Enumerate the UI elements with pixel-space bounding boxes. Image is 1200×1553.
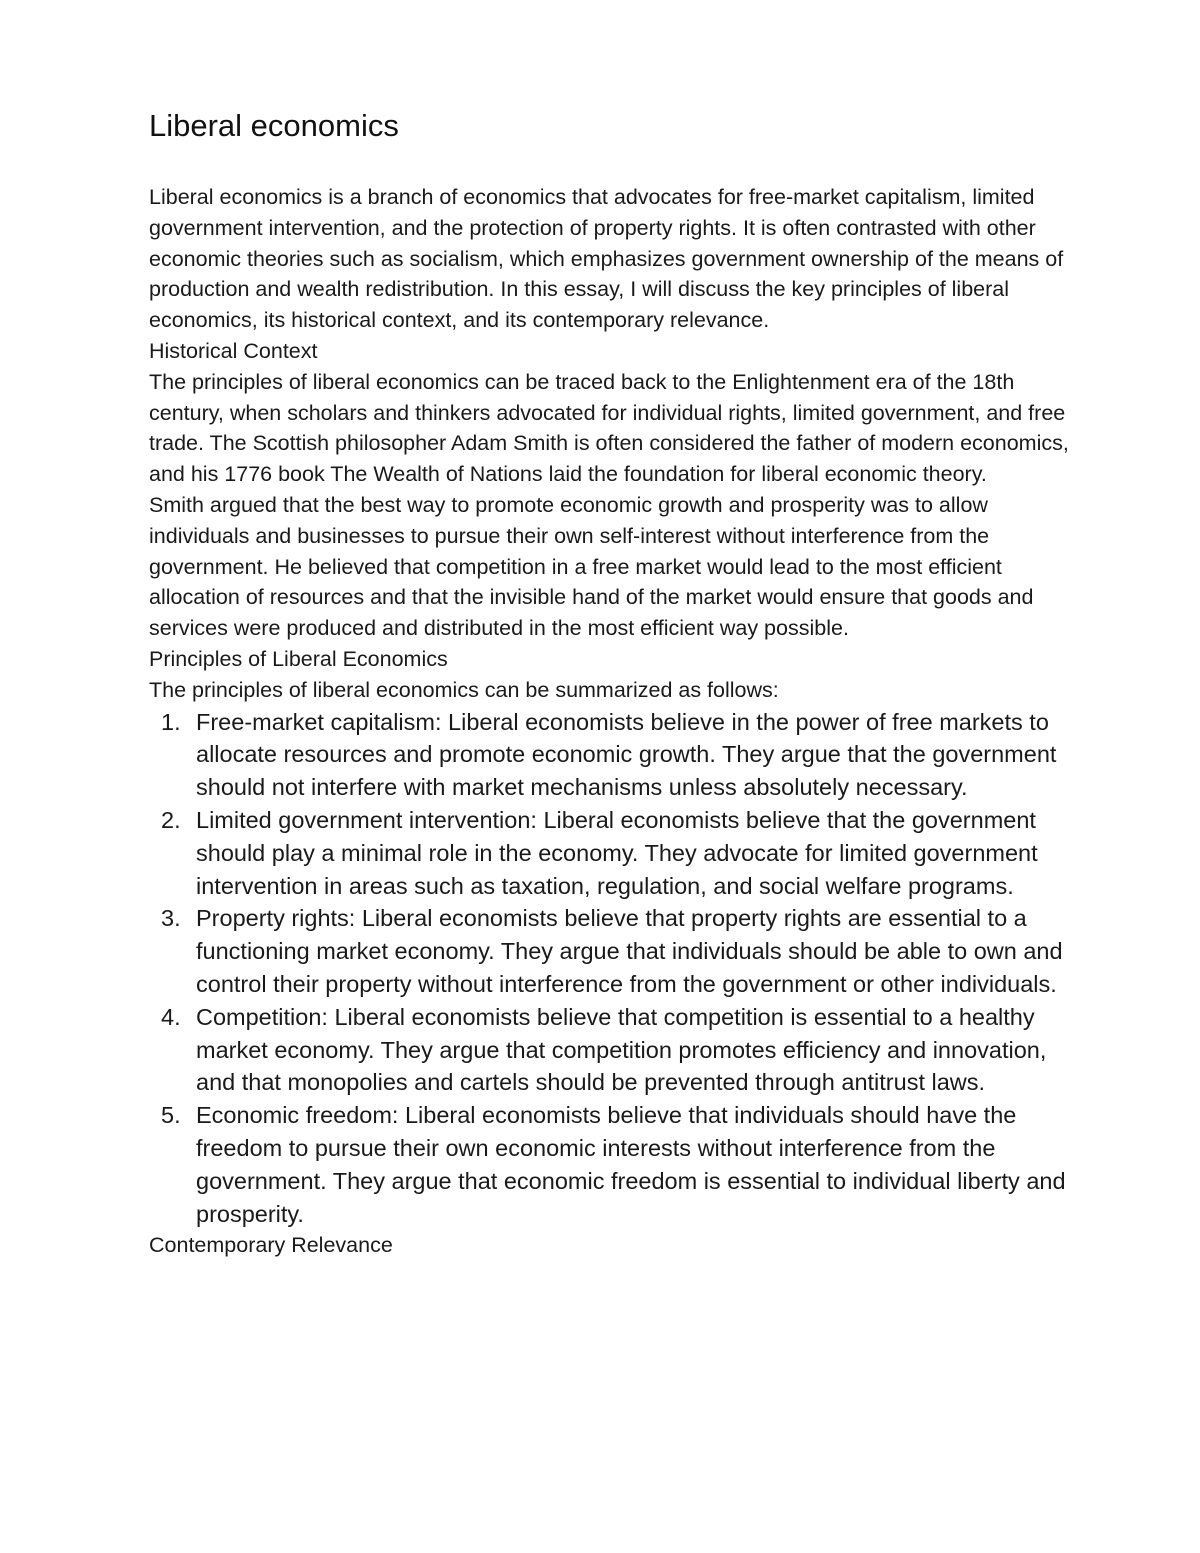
document-title: Liberal economics	[149, 108, 399, 143]
list-item-number: 5.	[161, 1102, 181, 1129]
historical-paragraph-1: The principles of liberal economics can be traced back to the Enlightenment era of the 18th century, when scholars and thinkers advocated for individual rights, limited government, and free trade. The Scottish philosopher Adam Smith is often considered the father of modern economics, and his 1776 book The Wealth of Nations laid the foundation for liberal economic theory.	[149, 369, 1069, 487]
list-item	[149, 706, 1069, 804]
historical-context-heading: Historical Context	[149, 338, 318, 363]
list-item-number: 3.	[161, 905, 181, 932]
list-item-number: 4.	[161, 1003, 181, 1030]
list-item-text: Property rights: Liberal economists believe that property rights are essential to a functioning market economy. They argue that individuals should be able to own and control their property without interference from the government or other individuals.	[196, 905, 1063, 997]
list-item	[149, 1001, 1069, 1099]
list-item-number: 1.	[161, 708, 181, 735]
principles-list	[149, 706, 1069, 1231]
list-item-text: Free-market capitalism: Liberal economists believe in the power of free markets to allocate resources and promote economic growth. They argue that the government should not interfere with market mechanisms unless absolutely necessary.	[196, 708, 1057, 801]
list-item-number: 2.	[161, 806, 181, 833]
historical-paragraph-2: Smith argued that the best way to promote economic growth and prosperity was to allow individuals and businesses to pursue their own self-interest without interference from the government. He believed that competition in a free market would lead to the most efficient allocation of resources and that the invisible hand of the market would ensure that goods and services were produced and distributed in the most efficient way possible.	[149, 492, 1034, 641]
contemporary-relevance-heading: Contemporary Relevance	[149, 1233, 393, 1258]
list-item-text: Limited government intervention: Liberal economists believe that the government should play a minimal role in the economy. They advocate for limited government intervention in areas such as taxation, regulation, and social welfare programs.	[196, 806, 1038, 899]
list-item	[149, 804, 1069, 902]
list-item-text: Competition: Liberal economists believe that competition is essential to a healthy market economy. They argue that competition promotes efficiency and innovation, and that monopolies and cartels should be prevented through antitrust laws.	[196, 1003, 1047, 1096]
list-item-text: Economic freedom: Liberal economists believe that individuals should have the freedom to pursue their own economic interests without interference from the government. They argue that economic freedom is essential to individual liberty and prosperity.	[196, 1102, 1066, 1227]
principles-heading: Principles of Liberal Economics	[149, 646, 448, 671]
principles-intro-paragraph: The principles of liberal economics can be summarized as follows:	[149, 677, 779, 702]
document-page	[149, 106, 1069, 1261]
list-item	[149, 902, 1069, 1000]
list-item	[149, 1099, 1069, 1230]
intro-paragraph: Liberal economics is a branch of economics that advocates for free-market capitalism, limited government intervention, and the protection of property rights. It is often contrasted with other economic theories such as socialism, which emphasizes government ownership of the means of production and wealth redistribution. In this essay, I will discuss the key principles of liberal economics, its historical context, and its contemporary relevance.	[149, 185, 1064, 333]
